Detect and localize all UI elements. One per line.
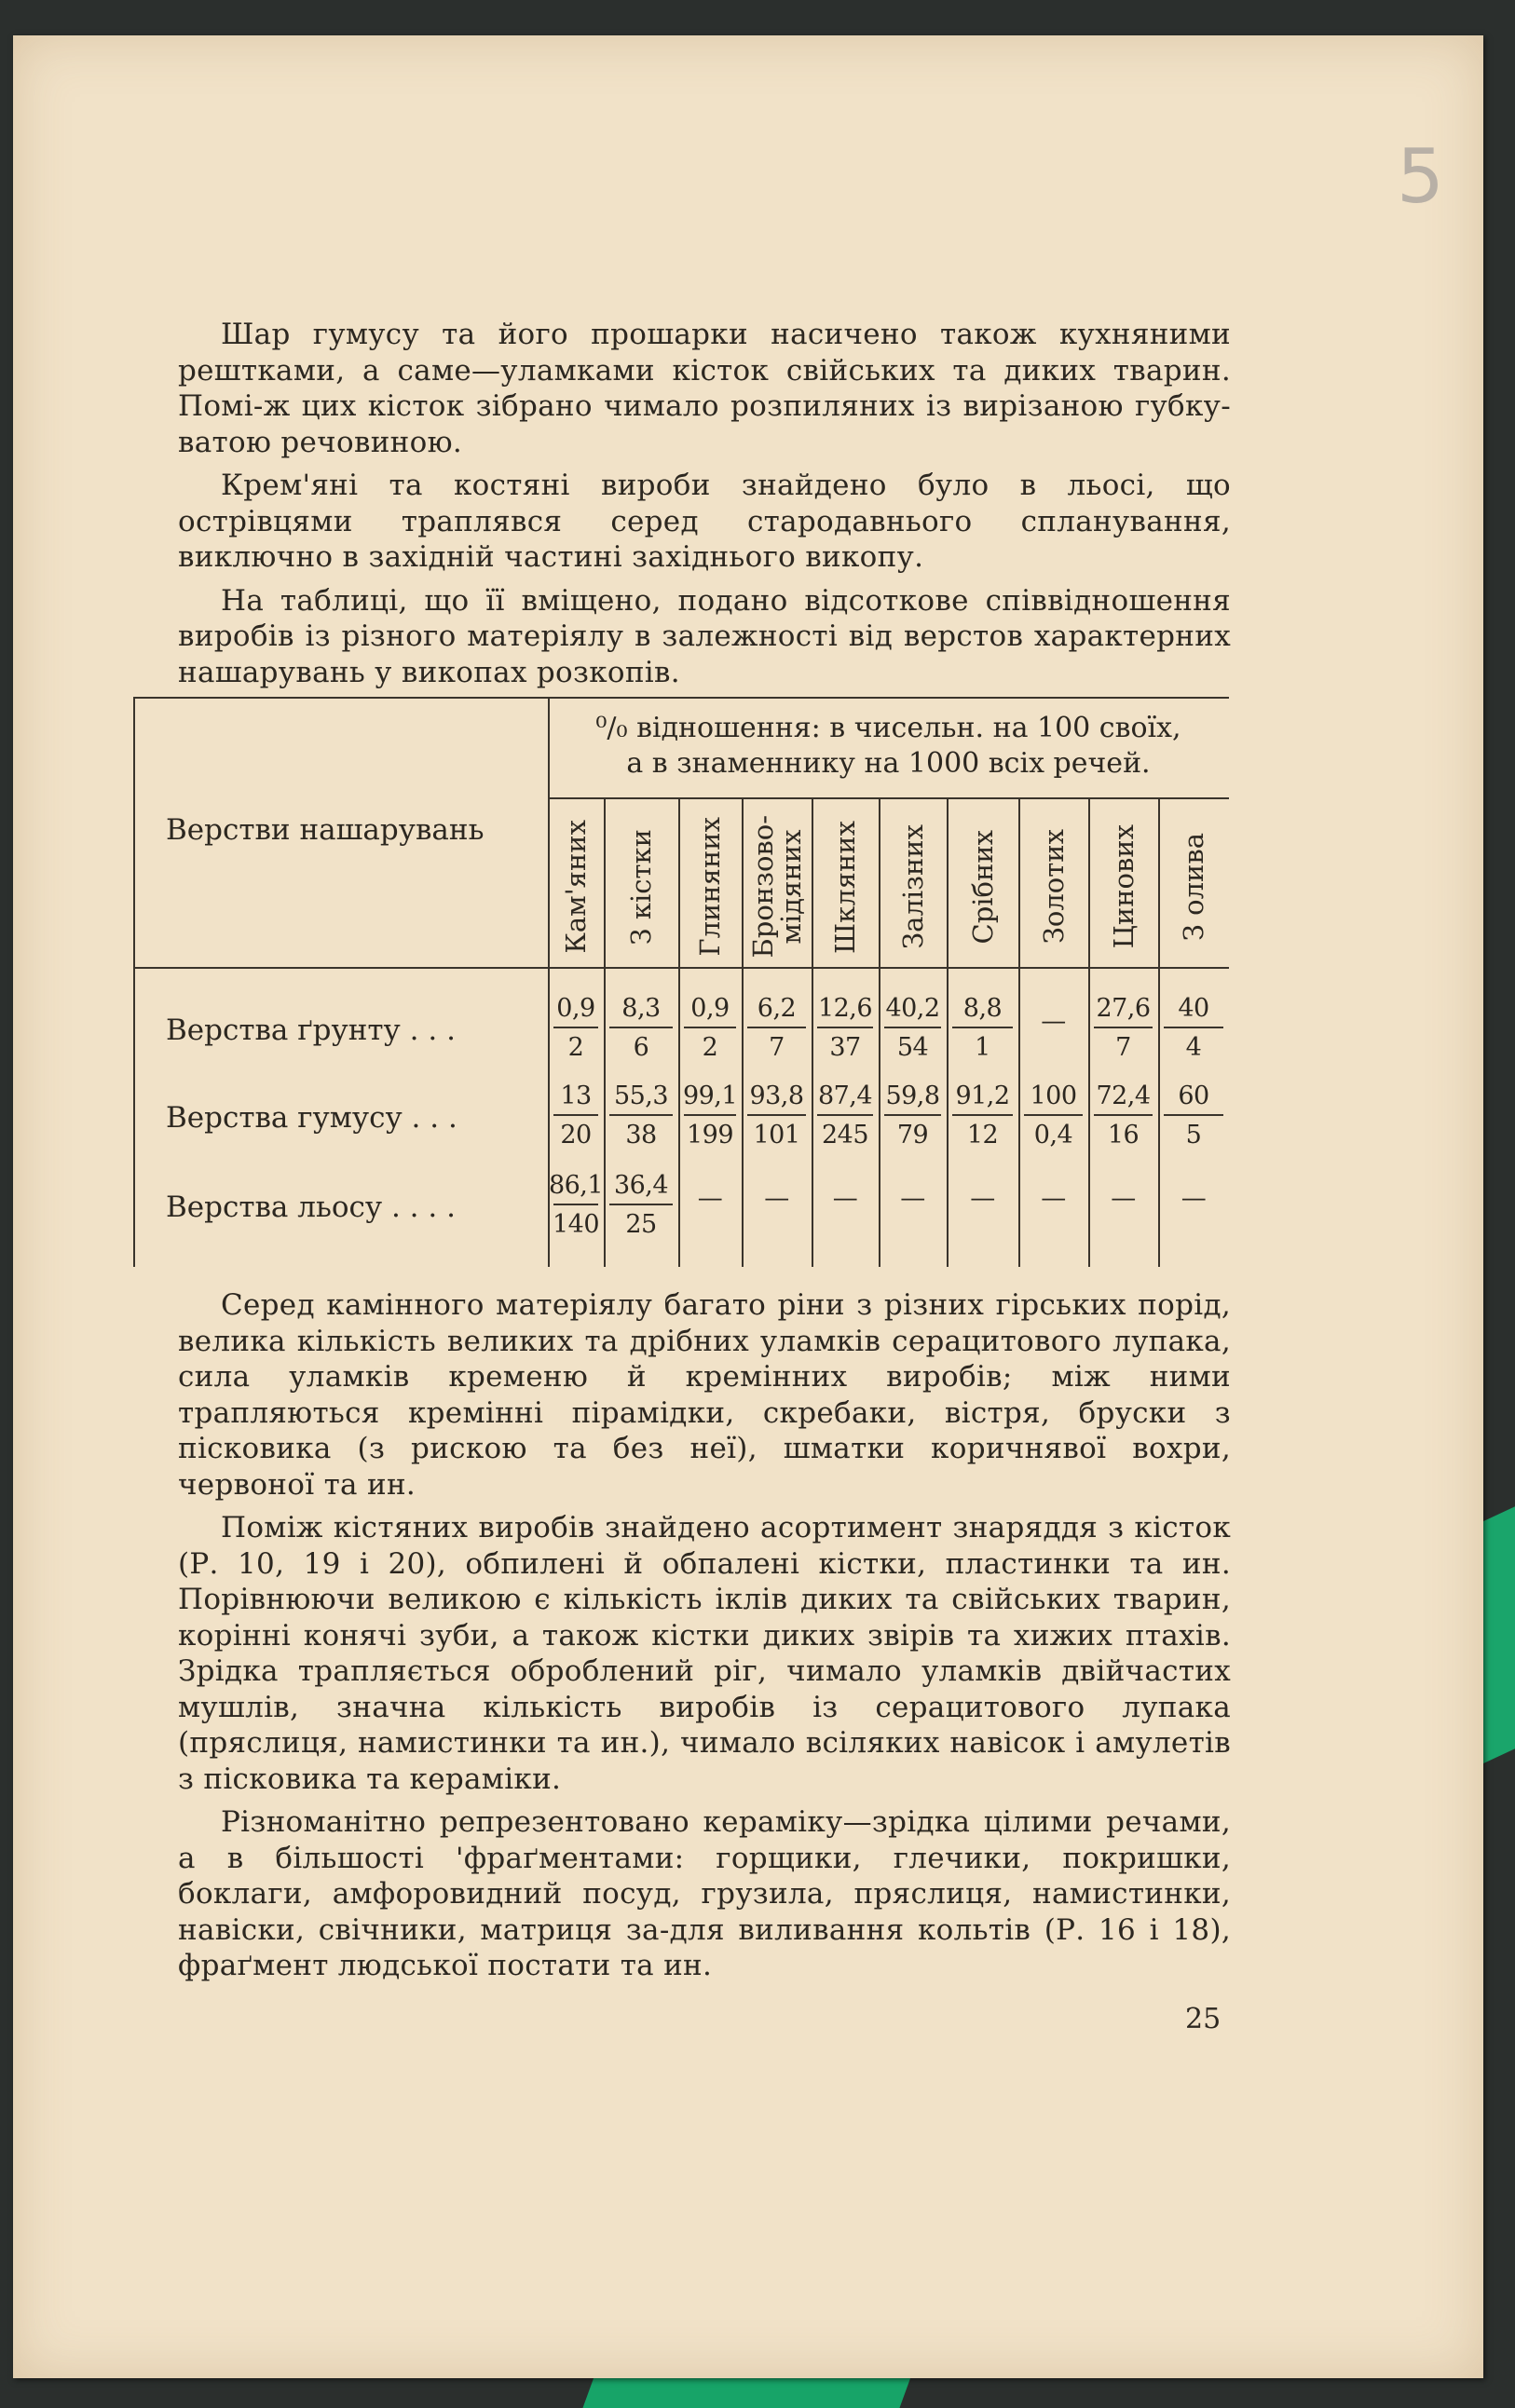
- table-cell-numerator: 59,8: [885, 1082, 940, 1110]
- table-cell-empty: —: [1041, 1184, 1066, 1213]
- fraction-bar: [747, 1114, 806, 1116]
- paragraph: Крем'яні та костяні вироби знайдено було в льосі, що острівцями траплявся серед стародавнього спланування, виключно в західній частині західнього викопу.: [178, 469, 1231, 574]
- row-header: Верстви нашарувань: [166, 813, 485, 847]
- table-cell-denominator: 7: [1115, 1033, 1131, 1062]
- fraction-bar: [684, 1114, 736, 1116]
- column-header: Цинових: [1107, 824, 1140, 949]
- table-cell-denominator: 79: [896, 1121, 929, 1150]
- table-cell-empty: —: [697, 1184, 723, 1213]
- paragraph: Шар гумусу та його прошарки насичено також кухняними рештками, а саме—уламками кісток свійських та диких тварин. Помі-ж цих кісток зібрано чимало розпиляних із вирізаною губку-ватою речовиною.: [178, 318, 1231, 459]
- table-cell-denominator: 6: [633, 1033, 649, 1062]
- handwritten-page-mark: 5: [1397, 133, 1444, 220]
- paragraph: Поміж кістяних виробів знайдено асортимент знаряддя з кісток (Р. 10, 19 і 20), обпилені й обпалені кістки, пластинки та ин. Порівнюючи великою є кількість іклів диких та свійських тварин, корінні конячі зуби, а також кістки диких звірів та хижих птахів. Зрідка трапляється оброблений ріг, чимало уламків двійчастих мушлів, значна кількість виробів із серацитового лупака (пряслиця, намистинки та ин.), чимало всіляких навісок і амулетів з пісковика та кераміки.: [178, 1511, 1231, 1796]
- table-cell-empty: —: [900, 1184, 925, 1213]
- fraction-bar: [817, 1027, 873, 1028]
- table-cell-numerator: 27,6: [1096, 994, 1151, 1023]
- column-header: Залізних: [896, 824, 929, 949]
- table-cell-numerator: 12,6: [817, 994, 873, 1023]
- page-number: 25: [1185, 2003, 1222, 2035]
- table-cell-denominator: 1: [975, 1033, 990, 1062]
- table-cell-empty: —: [832, 1184, 858, 1213]
- row-label: Верства льосу . . . .: [166, 1190, 456, 1224]
- paragraph: На таблиці, що її вміщено, подано відсоткове співвідношення виробів із різного матеріялу в залежності від верстов характерних нашарувань у викопах розкопів.: [178, 583, 1231, 689]
- table-cell-numerator: 100: [1030, 1082, 1077, 1110]
- row-label: Верства гумусу . . .: [166, 1101, 457, 1135]
- fraction-bar: [1164, 1027, 1223, 1028]
- table-cell-denominator: 16: [1107, 1121, 1140, 1150]
- row-label: Верства ґрунту . . .: [166, 1014, 456, 1047]
- fraction-bar: [1164, 1114, 1223, 1116]
- table-cell-denominator: 38: [625, 1121, 657, 1150]
- fraction-bar: [684, 1027, 736, 1028]
- table-cell-empty: —: [1181, 1184, 1207, 1213]
- table-cell-denominator: 101: [753, 1121, 800, 1150]
- fraction-bar: [609, 1114, 673, 1116]
- fraction-bar: [884, 1027, 941, 1028]
- top-text-block: [178, 317, 1231, 698]
- table-header-line-1: ⁰/₀ відношення: в чисельн. на 100 своїх,: [595, 712, 1181, 744]
- table-cell-denominator: 245: [821, 1121, 869, 1150]
- column-header: Срібних: [966, 829, 999, 945]
- fraction-bar: [1024, 1114, 1083, 1116]
- fraction-bar: [609, 1204, 673, 1205]
- table-cell-numerator: 87,4: [817, 1082, 873, 1110]
- fraction-bar: [747, 1027, 806, 1028]
- column-header: Шкляних: [829, 820, 861, 954]
- column-header: Кам'яних: [560, 820, 592, 954]
- bottom-text-block: [178, 1287, 1231, 1992]
- fraction-bar: [884, 1114, 941, 1116]
- data-table: [133, 697, 1229, 1267]
- table-cell-denominator: 7: [769, 1033, 785, 1062]
- fraction-bar: [609, 1027, 673, 1028]
- table-cell-denominator: 5: [1185, 1121, 1202, 1150]
- table-top-border: [133, 697, 1229, 699]
- fraction-bar: [817, 1114, 873, 1116]
- table-cell-denominator: 37: [829, 1033, 861, 1062]
- table-cell-numerator: 40: [1178, 994, 1209, 1023]
- table-cell-denominator: 4: [1185, 1033, 1202, 1062]
- table-cell-empty: —: [970, 1184, 995, 1213]
- table-cell-numerator: 13: [560, 1082, 592, 1110]
- table-cell-empty: —: [1111, 1184, 1136, 1213]
- table-header-line-2: а в знаменнику на 1000 всіх речей.: [626, 747, 1151, 780]
- table-cell-denominator: 199: [686, 1121, 734, 1150]
- table-cell-numerator: 86,1: [548, 1171, 604, 1200]
- table-cell-numerator: 0,9: [690, 994, 730, 1023]
- table-cell-numerator: 99,1: [682, 1082, 738, 1110]
- table-cell-numerator: 55,3: [613, 1082, 669, 1110]
- column-header: З олива: [1178, 832, 1209, 942]
- table-cell-numerator: 72,4: [1096, 1082, 1151, 1110]
- table-cell-denominator: 2: [567, 1033, 584, 1062]
- column-header: З кістки: [625, 828, 657, 946]
- paragraph: Різноманітно репрезентовано кераміку—зрідка цілими речами, а в більшості 'фраґментами: горщики, глечики, покришки, боклаги, амфоровидний посуд, грузила, пряслиця, намистинки, навіски, свічники, матриця за-для виливання кольтів (Р. 16 і 18), фраґмент людської постати та ин.: [178, 1805, 1231, 1982]
- column-header: Бронзово- мідяних: [746, 815, 807, 959]
- table-cell-empty: —: [764, 1184, 789, 1213]
- table-cell-numerator: 36,4: [613, 1171, 669, 1200]
- header-bottom-border: [133, 967, 1229, 969]
- column-header: Золотих: [1037, 829, 1070, 945]
- table-cell-denominator: 12: [966, 1121, 999, 1150]
- table-cell-numerator: 40,2: [885, 994, 940, 1023]
- paragraph: Серед камінного матеріялу багато ріни з різних гірських порід, велика кількість великих та дрібних уламків серацитового лупака, сила уламків кременю й кремінних виробів; між ними трапляються кремінні пірамідки, скребаки, вістря, бруски з пісковика (з рискою та без неї), шматки коричнявої вохри, червоної та ин.: [178, 1288, 1231, 1502]
- table-cell-numerator: 93,8: [749, 1082, 804, 1110]
- table-cell-numerator: 8,8: [962, 994, 1003, 1023]
- fraction-bar: [1094, 1027, 1153, 1028]
- table-cell-denominator: 140: [552, 1210, 600, 1239]
- fraction-bar: [952, 1114, 1013, 1116]
- column-header: Глиняних: [694, 817, 726, 957]
- table-cell-numerator: 60: [1178, 1082, 1209, 1110]
- table-cell-numerator: 0,9: [556, 994, 595, 1023]
- table-left-border: [133, 697, 135, 1267]
- table-cell-numerator: 6,2: [757, 994, 797, 1023]
- table-cell-numerator: 8,3: [621, 994, 661, 1023]
- header-divider-horizontal: [548, 797, 1229, 799]
- fraction-bar: [553, 1114, 598, 1116]
- fraction-bar: [952, 1027, 1013, 1028]
- table-cell-denominator: 20: [560, 1121, 592, 1150]
- fraction-bar: [553, 1204, 598, 1205]
- fraction-bar: [553, 1027, 598, 1028]
- table-cell-denominator: 2: [702, 1033, 718, 1062]
- table-cell-denominator: 25: [625, 1210, 657, 1239]
- table-cell-empty: —: [1041, 1007, 1066, 1036]
- table-cell-denominator: 0,4: [1033, 1121, 1073, 1150]
- fraction-bar: [1094, 1114, 1153, 1116]
- table-cell-denominator: 54: [896, 1033, 929, 1062]
- table-cell-numerator: 91,2: [955, 1082, 1010, 1110]
